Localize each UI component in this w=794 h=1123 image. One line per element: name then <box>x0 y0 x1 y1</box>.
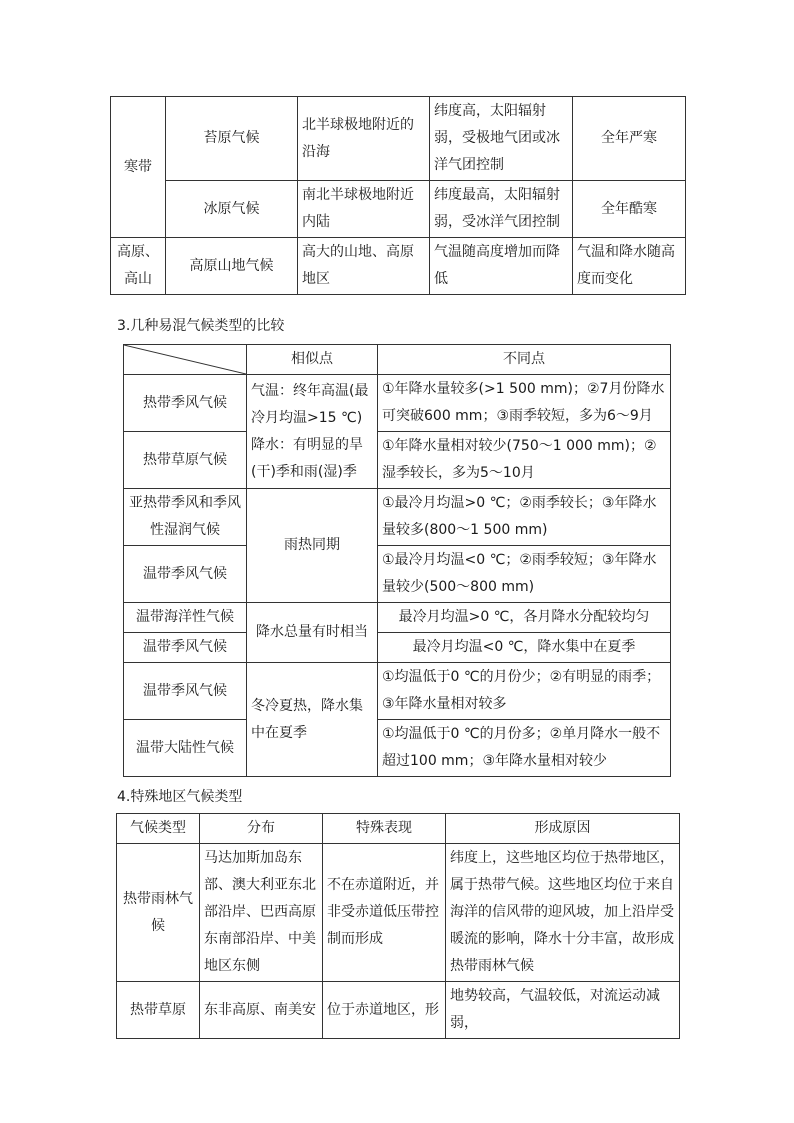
distribution: 高大的山地、高原地区 <box>298 238 430 295</box>
climate-type: 温带大陆性气候 <box>124 720 247 777</box>
header-similar: 相似点 <box>247 345 378 375</box>
climate-type: 亚热带季风和季风性湿润气候 <box>124 489 247 546</box>
header-diff: 不同点 <box>378 345 671 375</box>
climate-type: 温带季风气候 <box>124 546 247 603</box>
header-special: 特殊表现 <box>323 814 446 844</box>
distribution: 马达加斯加岛东部、澳大利亚东北部沿岸、巴西高原东南部沿岸、中美地区东侧 <box>200 844 323 982</box>
similarity: 雨热同期 <box>247 489 378 603</box>
cause: 气温随高度增加而降低 <box>430 238 573 295</box>
climate-type: 热带草原气候 <box>124 432 247 489</box>
special-feature: 不在赤道附近，并非受赤道低压带控制而形成 <box>323 844 446 982</box>
similarity: 降水总量有时相当 <box>247 603 378 663</box>
header-cause: 形成原因 <box>446 814 680 844</box>
climate-type: 热带雨林气候 <box>117 844 200 982</box>
difference: ①最冷月均温<0 ℃；②雨季较短；③年降水量较少(500～800 mm) <box>378 546 671 603</box>
difference: ①年降水量相对较少(750～1 000 mm)；②湿季较长，多为5～10月 <box>378 432 671 489</box>
similarity: 冬冷夏热，降水集中在夏季 <box>247 663 378 777</box>
climate-type: 高原山地气候 <box>166 238 298 295</box>
section3-title: 3.几种易混气候类型的比较 <box>117 318 285 334</box>
difference: 最冷月均温<0 ℃，降水集中在夏季 <box>378 633 671 663</box>
cause: 纬度上，这些地区均位于热带地区，属于热带气候。这些地区均位于来自海洋的信风带的迎风坡，加上沿岸受暖流的影响，降水十分丰富，故形成热带雨林气候 <box>446 844 680 982</box>
special-feature: 位于赤道地区，形 <box>323 982 446 1039</box>
cause: 纬度最高，太阳辐射弱，受冰洋气团控制 <box>430 181 573 238</box>
climate-type: 温带海洋性气候 <box>124 603 247 633</box>
climate-type: 热带草原 <box>117 982 200 1039</box>
special-regions-table <box>116 813 680 1039</box>
distribution: 东非高原、南美安 <box>200 982 323 1039</box>
difference: 最冷月均温>0 ℃，各月降水分配较均匀 <box>378 603 671 633</box>
difference: ①最冷月均温>0 ℃；②雨季较长；③年降水量较多(800～1 500 mm) <box>378 489 671 546</box>
cause: 纬度高，太阳辐射弱，受极地气团或冰洋气团控制 <box>430 97 573 181</box>
distribution: 南北半球极地附近内陆 <box>298 181 430 238</box>
header-distribution: 分布 <box>200 814 323 844</box>
section4-title: 4.特殊地区气候类型 <box>117 789 243 805</box>
comparison-table <box>123 344 671 777</box>
climate-type: 冰原气候 <box>166 181 298 238</box>
zone-cold: 寒带 <box>111 97 166 238</box>
zone-plateau: 高原、高山 <box>111 238 166 295</box>
header-climate-type: 气候类型 <box>117 814 200 844</box>
distribution: 北半球极地附近的沿海 <box>298 97 430 181</box>
feature: 全年严寒 <box>573 97 686 181</box>
climate-table-continued <box>110 96 686 295</box>
feature: 气温和降水随高度而变化 <box>573 238 686 295</box>
difference: ①均温低于0 ℃的月份少；②有明显的雨季；③年降水量相对较多 <box>378 663 671 720</box>
climate-type: 苔原气候 <box>166 97 298 181</box>
cause: 地势较高，气温较低，对流运动减弱， <box>446 982 680 1039</box>
difference: ①均温低于0 ℃的月份多；②单月降水一般不超过100 mm；③年降水量相对较少 <box>378 720 671 777</box>
similarity: 气温：终年高温(最冷月均温>15 ℃)降水：有明显的旱(干)季和雨(湿)季 <box>247 375 378 489</box>
climate-type: 温带季风气候 <box>124 663 247 720</box>
climate-type: 温带季风气候 <box>124 633 247 663</box>
climate-type: 热带季风气候 <box>124 375 247 432</box>
feature: 全年酷寒 <box>573 181 686 238</box>
difference: ①年降水量较多(>1 500 mm)；②7月份降水可突破600 mm；③雨季较短，多为6～9月 <box>378 375 671 432</box>
diagonal-header-cell <box>124 345 247 375</box>
